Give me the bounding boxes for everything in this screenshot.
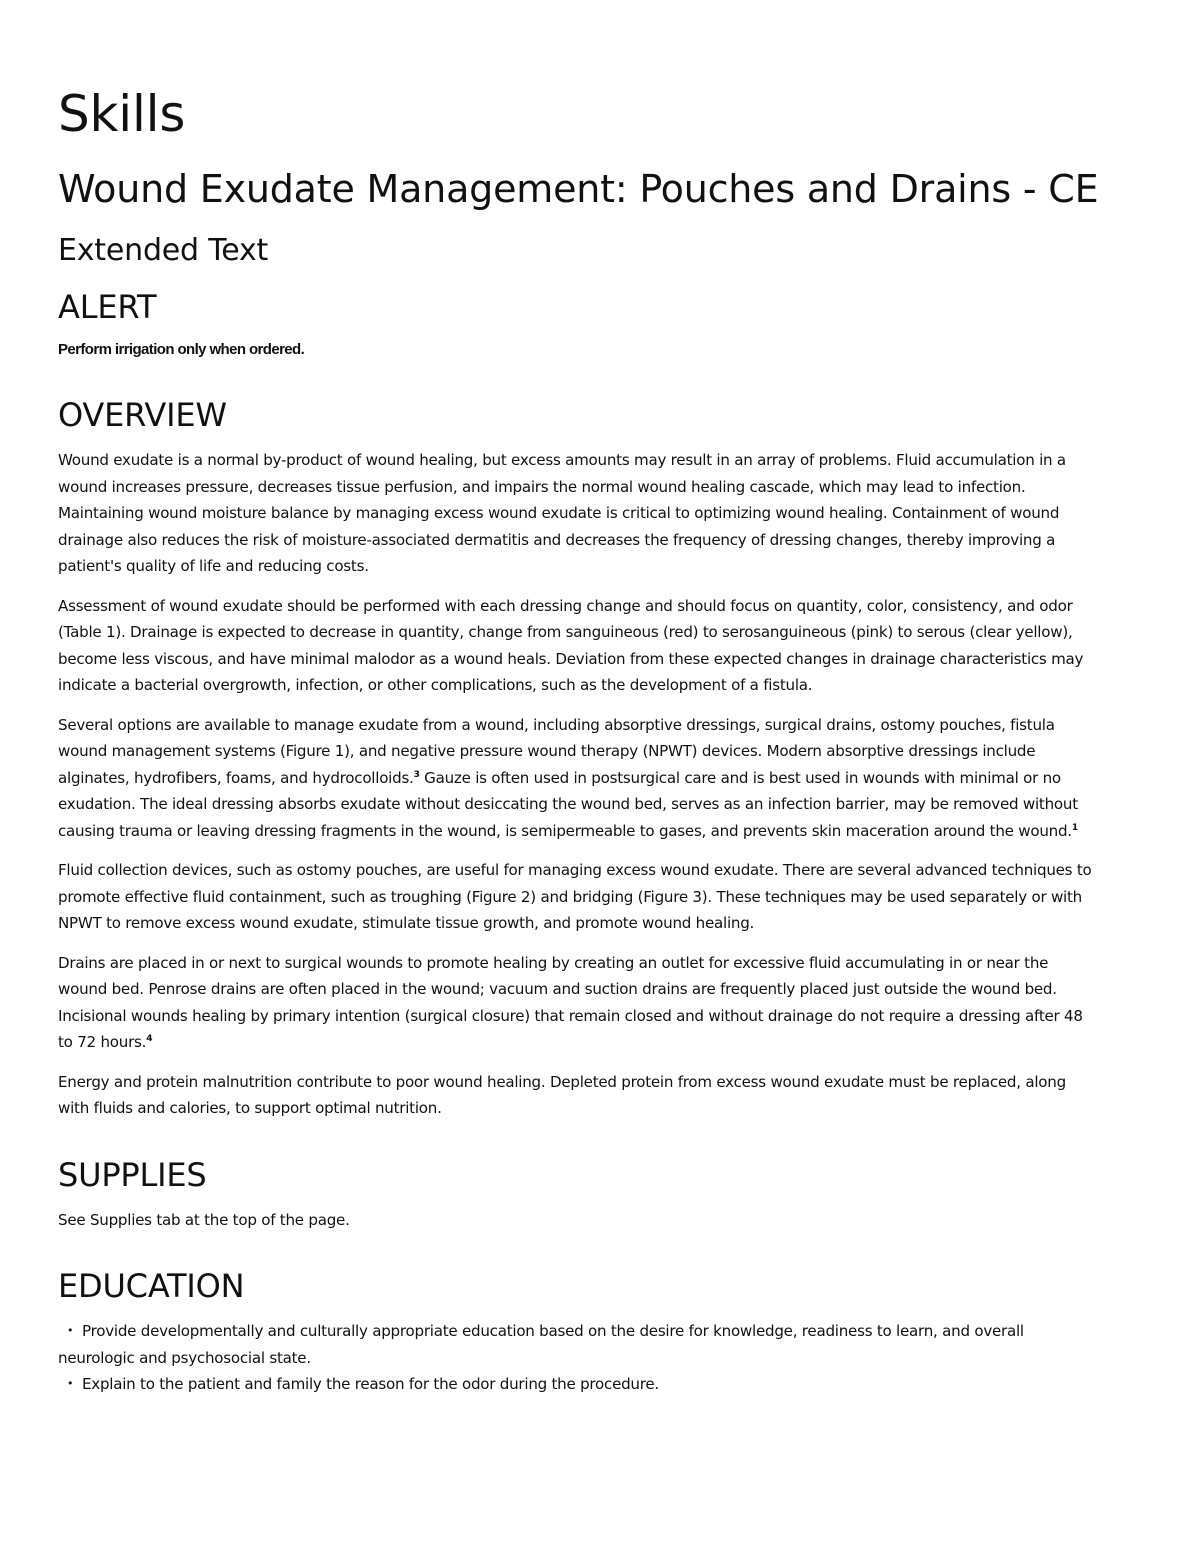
bullet-icon: •: [67, 1377, 74, 1390]
list-item-text: neurologic and psychosocial state.: [58, 1348, 311, 1367]
category-title: Skills: [58, 85, 186, 143]
citation-superscript[interactable]: 1: [1071, 822, 1078, 833]
bullet-icon: •: [67, 1324, 74, 1337]
list-item-text: Explain to the patient and family the reason for the odor during the procedure.: [82, 1375, 659, 1393]
text-line: Maintaining wound moisture balance by managing excess wound exudate is critical to optimizing wound healing. Containment of wound: [58, 504, 1060, 522]
supplies-text: See Supplies tab at the top of the page.: [58, 1210, 350, 1229]
list-item-text: Provide developmentally and culturally appropriate education based on the desire for knowledge, readiness to learn, and overall: [82, 1322, 1024, 1340]
supplies-heading: SUPPLIES: [58, 1155, 207, 1194]
text-line: wound management systems (Figure 1), and negative pressure wound therapy (NPWT) devices. Modern absorptive dressings include: [58, 742, 1036, 760]
text-line: Several options are available to manage exudate from a wound, including absorptive dressings, surgical drains, ostomy pouches, fistula: [58, 715, 1055, 734]
text-line: become less viscous, and have minimal malodor as a wound heals. Deviation from these expected changes in drainage characteristics may: [58, 649, 1084, 668]
text-line: wound bed. Penrose drains are often placed in the wound; vacuum and suction drains are frequently placed just outside the wound bed.: [58, 980, 1057, 998]
text-line: Fluid collection devices, such as ostomy pouches, are useful for managing excess wound exudate. There are several advanced techniques to: [58, 861, 1092, 879]
text-line: to 72 hours.: [58, 1033, 147, 1051]
text-line: causing trauma or leaving dressing fragments in the wound, is semipermeable to gases, and prevents skin maceration around the wound.: [58, 821, 1072, 840]
text-line: Incisional wounds healing by primary intention (surgical closure) that remain closed and without drainage do not require a dressing after 48: [58, 1006, 1083, 1025]
text-line: wound increases pressure, decreases tissue perfusion, and impairs the normal wound healing cascade, which may lead to infection.: [58, 477, 1026, 496]
citation-superscript[interactable]: 4: [146, 1033, 153, 1044]
list-item: [58, 1318, 1142, 1371]
overview-paragraph-2: [58, 593, 1142, 699]
text-line: drainage also reduces the risk of moisture-associated dermatitis and decreases the frequency of dressing changes, thereby improving a: [58, 530, 1056, 549]
text-line: Energy and protein malnutrition contribute to poor wound healing. Depleted protein from excess wound exudate must be replaced, along: [58, 1072, 1066, 1091]
text-line: exudation. The ideal dressing absorbs exudate without desiccating the wound bed, serves as an infection barrier, may be removed without: [58, 795, 1078, 813]
overview-paragraph-1: [58, 447, 1142, 580]
text-line: Gauze is often used in postsurgical care and is best used in wounds with minimal or no: [419, 768, 1061, 787]
text-line: Wound exudate is a normal by-product of wound healing, but excess amounts may result in an array of problems. Fluid accumulation in a: [58, 451, 1066, 469]
list-item: [67, 1371, 1142, 1398]
education-heading: EDUCATION: [58, 1267, 245, 1305]
text-line: (Table 1). Drainage is expected to decrease in quantity, change from sanguineous (red) to serosanguineous (pink) to serous (clear yellow),: [58, 623, 1073, 641]
overview-heading: OVERVIEW: [58, 396, 227, 434]
text-line: patient's quality of life and reducing costs.: [58, 557, 369, 575]
overview-paragraph-6: [58, 1069, 1142, 1122]
text-line: Drains are placed in or next to surgical wounds to promote healing by creating an outlet for excessive fluid accumulating in or near the: [58, 953, 1049, 972]
overview-paragraph-5: [58, 950, 1142, 1056]
alert-heading: ALERT: [58, 288, 157, 326]
text-line: Assessment of wound exudate should be performed with each dressing change and should focus on quantity, color, consistency, and odor: [58, 596, 1073, 615]
text-line: indicate a bacterial overgrowth, infection, or other complications, such as the development of a fistula.: [58, 676, 813, 694]
citation-superscript[interactable]: 3: [413, 769, 420, 780]
text-line: NPWT to remove excess wound exudate, stimulate tissue growth, and promote wound healing.: [58, 914, 755, 932]
overview-paragraph-4: [58, 857, 1142, 937]
text-line: with fluids and calories, to support optimal nutrition.: [58, 1099, 442, 1117]
content-type-heading: Extended Text: [58, 233, 269, 268]
overview-paragraph-3: [58, 712, 1142, 845]
text-line: alginates, hydrofibers, foams, and hydrocolloids.: [58, 768, 414, 787]
article-title: Wound Exudate Management: Pouches and Drains - CE: [58, 167, 1099, 211]
alert-text: Perform irrigation only when ordered.: [58, 341, 305, 358]
education-list: [58, 1318, 1142, 1398]
text-line: promote effective fluid containment, such as troughing (Figure 2) and bridging (Figure 3). These techniques may be used separately or with: [58, 887, 1082, 906]
